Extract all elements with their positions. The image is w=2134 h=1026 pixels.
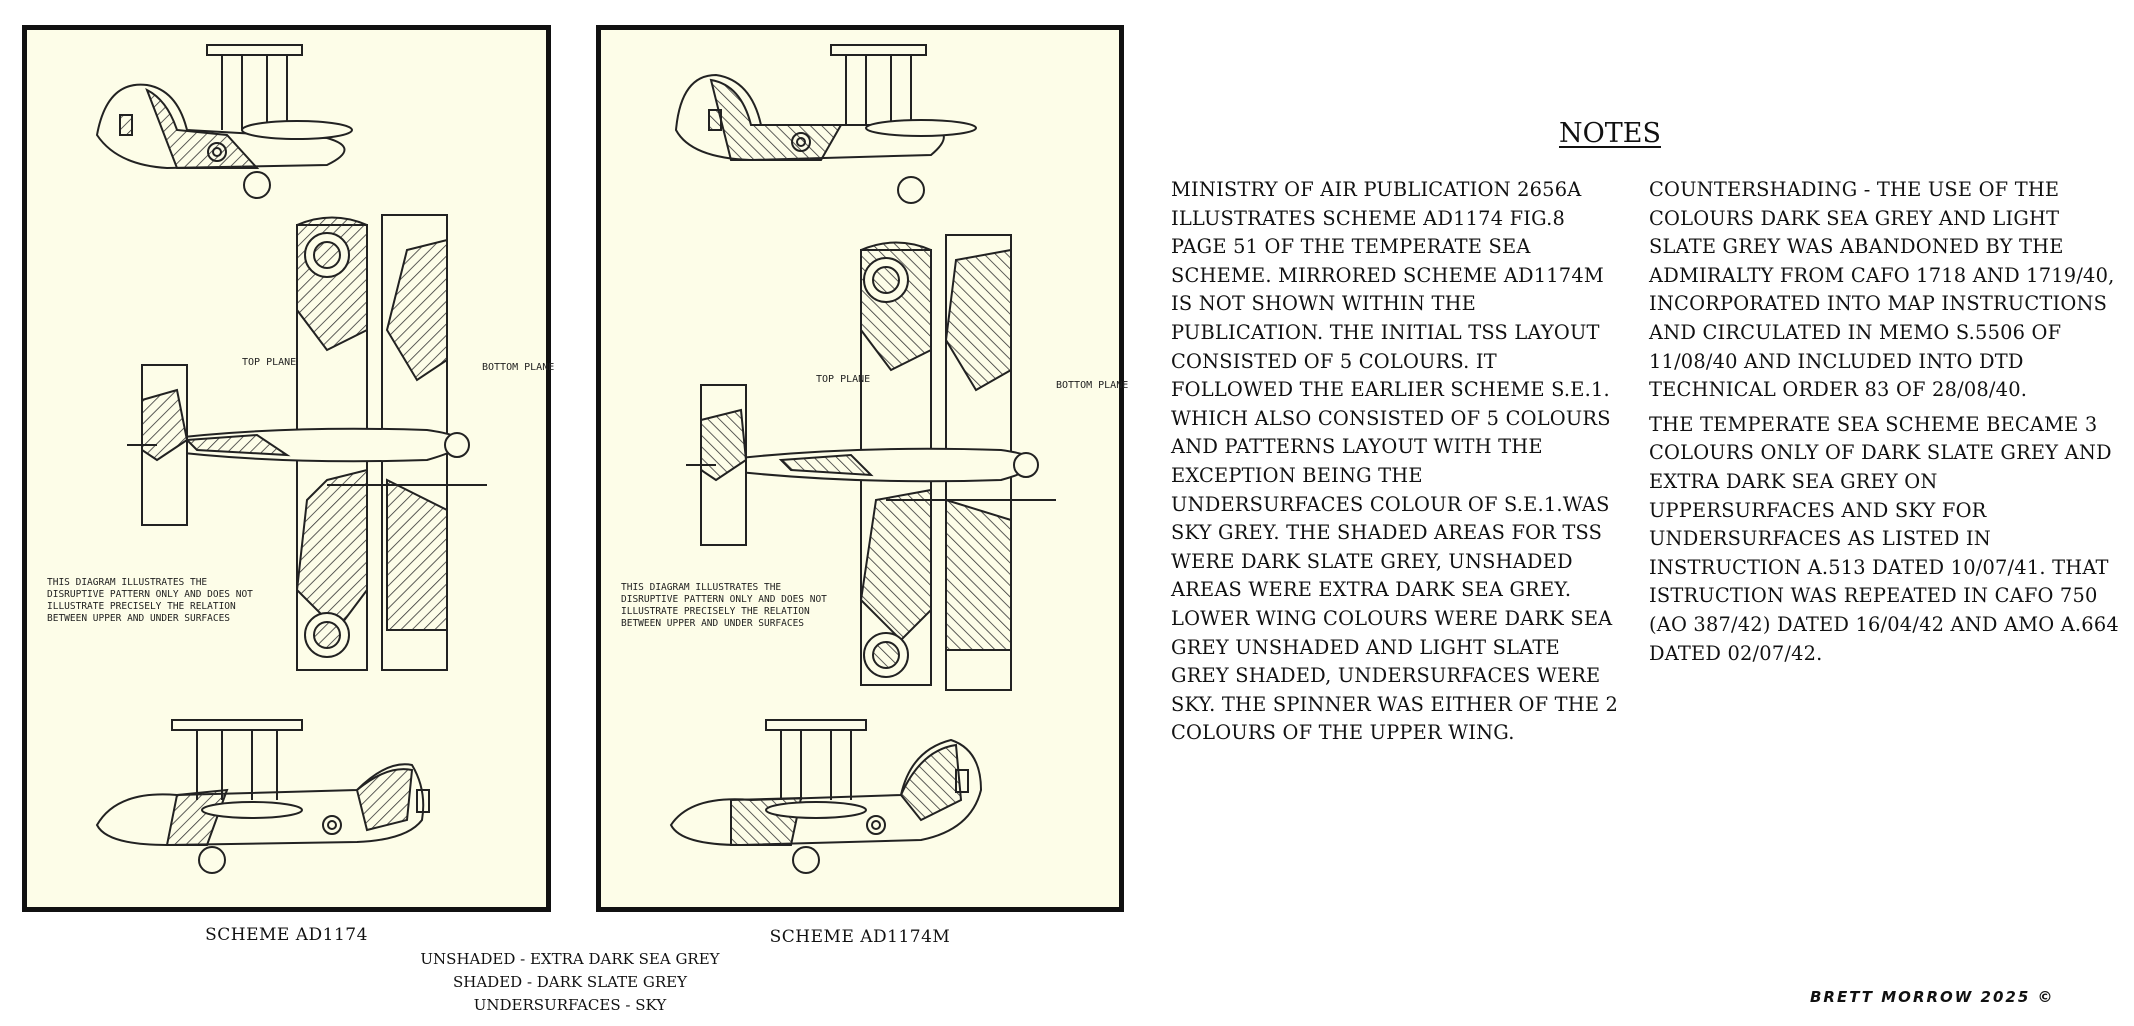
legend-unshaded: UNSHADED - EXTRA DARK SEA GREY — [420, 950, 720, 968]
notes-title: NOTES — [1559, 118, 1661, 149]
legend-shaded: SHADED - DARK SLATE GREY — [452, 973, 688, 991]
scheme-ad1174-panel — [22, 25, 555, 912]
legend-undersurfaces: UNDERSURFACES - SKY — [473, 996, 667, 1014]
notes-paragraph: MINISTRY OF AIR PUBLICATION 2656A ILLUSTRATES SCHEME AD1174 FIG.8 PAGE 51 OF THE TEMPERATE SEA SCHEME. MIRRORED SCHEME AD1174M IS NOT SHOWN WITHIN THE PUBLICATION. THE INITIAL TSS LAYOUT CONSISTED OF 5 COLOURS. IT FOLLOWED THE EARLIER SCHEME S.E.1. WHICH ALSO CONSISTED OF 5 COLOURS AND PATTERNS LAYOUT WITH THE EXCEPTION BEING THE UNDERSURFACES COLOUR OF S.E.1.WAS SKY GREY. THE SHADED AREAS FOR TSS WERE DARK SLATE GREY, UNSHADED AREAS WERE EXTRA DARK SEA GREY. LOWER WING COLOURS WERE DARK SEA GREY UNSHADED AND LIGHT SLATE GREY SHADED, UNDERSURFACES WERE SKY. THE SPINNER WAS EITHER OF THE 2 COLOURS OF THE UPPER WING. — [1171, 178, 1619, 745]
side-view-top-icon — [676, 45, 976, 203]
bottom-plane-label: BOTTOM PLANE — [1056, 380, 1129, 391]
scheme-ad1174m-panel — [596, 25, 1129, 912]
notes-paragraph: THE TEMPERATE SEA SCHEME BECAME 3 COLOURS ONLY OF DARK SLATE GREY AND EXTRA DARK SEA GREY ON UPPERSURFACES AND SKY FOR UNDERSURFACES AS LISTED IN INSTRUCTION A.513 DATED 10/07/41. THAT ISTRUCTION WAS REPEATED IN CAFO 750 (AO 387/42) DATED 16/04/42 AND AMO A.664 DATED 02/07/42. — [1649, 412, 2119, 665]
notes-column-2 — [1649, 176, 2124, 674]
scheme-ad1174m-drawing — [601, 30, 1129, 907]
notes-paragraph: COUNTERSHADING - THE USE OF THE COLOURS DARK SEA GREY AND LIGHT SLATE GREY WAS ABANDONED BY THE ADMIRALTY FROM CAFO 1718 AND 1719/40, INCORPORATED INTO MAP INSTRUCTIONS AND CIRCULATED IN MEMO S.5506 OF 11/08/40 AND INCLUDED INTO DTD TECHNICAL ORDER 83 OF 28/08/40. — [1649, 178, 2115, 402]
scheme-ad1174-caption: SCHEME AD1174 — [205, 925, 368, 945]
author-signature: BRETT MORROW 2025 © — [1810, 988, 2055, 1006]
side-view-bottom-icon — [671, 720, 981, 873]
scheme-ad1174m-caption: SCHEME AD1174M — [769, 927, 951, 947]
bottom-plane-label: BOTTOM PLANE — [482, 362, 555, 373]
diagram-note-line: BETWEEN UPPER AND UNDER SURFACES — [621, 618, 805, 629]
diagram-note-line: DISRUPTIVE PATTERN ONLY AND DOES NOT — [621, 594, 827, 605]
diagram-note-line: THIS DIAGRAM ILLUSTRATES THE — [621, 582, 782, 593]
diagram-note-line: BETWEEN UPPER AND UNDER SURFACES — [47, 613, 231, 624]
diagram-note-line: THIS DIAGRAM ILLUSTRATES THE — [47, 577, 208, 588]
side-view-bottom-icon — [97, 720, 429, 873]
side-view-top-icon — [97, 45, 352, 198]
colour-legend — [400, 948, 740, 1017]
diagram-note-line: ILLUSTRATE PRECISELY THE RELATION — [621, 606, 810, 617]
diagram-note-line: DISRUPTIVE PATTERN ONLY AND DOES NOT — [47, 589, 253, 600]
scheme-ad1174-drawing — [27, 30, 555, 907]
top-plane-label: TOP PLANE — [816, 374, 871, 385]
top-plane-label: TOP PLANE — [242, 357, 297, 368]
notes-column-1 — [1171, 176, 1621, 754]
diagram-note-line: ILLUSTRATE PRECISELY THE RELATION — [47, 601, 236, 612]
